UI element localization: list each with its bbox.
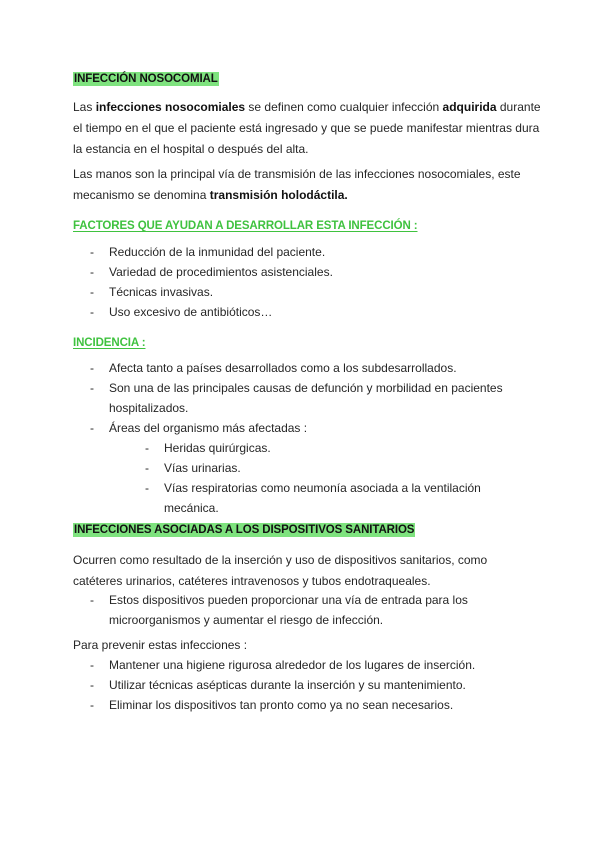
list-dispositivos [90, 590, 490, 630]
list-item: - Áreas del organismo más afectadas : - Heridas quirúrgicas. - Vías urinarias. - Vías respiratorias como neumonía asociada a la ventilación mecánica. [90, 418, 510, 518]
sublist-item: - Heridas quirúrgicas. [145, 438, 510, 458]
list-factores [90, 242, 333, 322]
paragraph-transmission: Las manos son la principal vía de transmisión de las infecciones nosocomiales, este mecanismo se denomina transmisión holodáctila. [73, 167, 521, 202]
heading-infeccion-nosocomial: INFECCIÓN NOSOCOMIAL [74, 73, 218, 85]
sublist-areas [109, 438, 510, 518]
list-item: - Son una de las principales causas de defunción y morbilidad en pacientes hospitalizados. [90, 378, 510, 418]
heading-factores: FACTORES QUE AYUDAN A DESARROLLAR ESTA INFECCIÓN : [73, 220, 418, 232]
list-item: - Uso excesivo de antibióticos… [90, 302, 333, 322]
list-incidencia [90, 358, 510, 518]
sublist-item: - Vías urinarias. [145, 458, 510, 478]
list-item: - Estos dispositivos pueden proporcionar una vía de entrada para los microorganismos y aumentar el riesgo de infección. [90, 590, 490, 630]
list-item: - Eliminar los dispositivos tan pronto como ya no sean necesarios. [90, 695, 530, 715]
list-item: - Variedad de procedimientos asistenciales. [90, 262, 333, 282]
list-item: - Reducción de la inmunidad del paciente. [90, 242, 333, 262]
paragraph-prevenir: Para prevenir estas infecciones : [73, 638, 248, 652]
heading-incidencia: INCIDENCIA : [73, 337, 146, 349]
heading-dispositivos: INFECCIONES ASOCIADAS A LOS DISPOSITIVOS SANITARIOS [74, 524, 415, 536]
sublist-item: - Vías respiratorias como neumonía asociada a la ventilación mecánica. [145, 478, 510, 518]
list-item: - Técnicas invasivas. [90, 282, 333, 302]
paragraph-definition: Las infecciones nosocomiales se definen como cualquier infección adquirida durante el tiempo en el que el paciente está ingresado y que se puede manifestar mientras dura la estancia en el hospital o después del alta. [73, 100, 541, 156]
paragraph-dispositivos-intro: Ocurren como resultado de la inserción y uso de dispositivos sanitarios, como catéteres urinarios, catéteres intravenosos y tubos endotraqueales. [73, 553, 488, 588]
list-item: - Mantener una higiene rigurosa alrededor de los lugares de inserción. [90, 655, 530, 675]
list-prevencion [90, 655, 530, 715]
list-item: - Utilizar técnicas asépticas durante la inserción y su mantenimiento. [90, 675, 530, 695]
list-item: - Afecta tanto a países desarrollados como a los subdesarrollados. [90, 358, 510, 378]
